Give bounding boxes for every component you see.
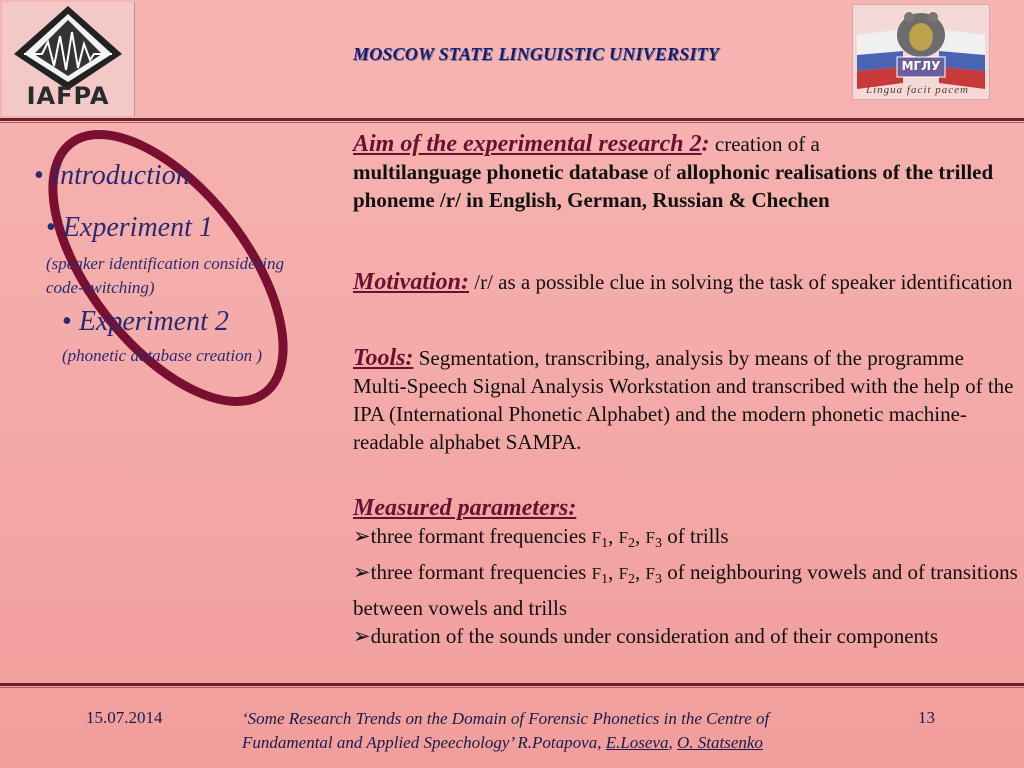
university-motto: Lingua facit pacem xyxy=(866,84,969,96)
footer-title-text: ‘Some Research Trends on the Domain of Forensic Phonetics in the Centre of Fundamental and Applied Speechology’ R.Potapova, xyxy=(242,709,770,752)
page-number: 13 xyxy=(918,708,935,727)
aim-bold-1: multilanguage phonetic database xyxy=(353,160,649,184)
list-item-text: three formant frequencies xyxy=(370,524,592,548)
nav-experiment-1[interactable] xyxy=(46,212,213,244)
tools-section xyxy=(353,344,1018,456)
measured-heading: Measured parameters: xyxy=(353,495,577,521)
iafpa-logo-icon xyxy=(2,2,134,92)
aim-text-1: creation of a xyxy=(714,132,820,156)
footer-separator: , xyxy=(668,733,677,752)
footer-date: 15.07.2014 xyxy=(86,708,163,727)
formant-subscript: 3 xyxy=(655,572,662,587)
footer-rule-thin xyxy=(0,687,1024,688)
university-title: MOSCOW STATE LINGUISTIC UNIVERSITY xyxy=(353,44,720,64)
aim-section xyxy=(353,130,1018,214)
list-item-text: duration of the sounds under consideration and of their components xyxy=(370,624,939,648)
formant-label: F xyxy=(618,528,629,547)
iafpa-logo xyxy=(2,2,135,116)
iafpa-label: IAFPA xyxy=(26,82,110,110)
list-item: ➢three formant frequencies $F_1$, $F_2$, $F_3$ of trills xyxy=(353,524,729,551)
aim-heading: Aim of the experimental research 2 xyxy=(353,131,702,157)
nav-experiment-1-label: Experiment 1 xyxy=(62,212,213,243)
formant-subscript: 2 xyxy=(628,536,636,551)
list-item-text: of neighbouring vowels and of transitions between vowels and trills xyxy=(353,560,1018,620)
footer-author-statsenko[interactable]: O. Statsenko xyxy=(677,733,763,752)
nav-introduction-label: Introduction xyxy=(50,160,190,191)
measured-section xyxy=(353,494,1018,650)
formant-label: F xyxy=(618,564,629,583)
formant-subscript: 1 xyxy=(601,572,609,587)
nav-experiment-1-subtitle: (speaker identification considering code-switching) xyxy=(46,254,284,297)
tools-text: Segmentation, transcribing, analysis by means of the programme Multi-Speech Signal Analysis Workstation and transcribed with the help of the IPA (International Phonetic Alphabet) and the modern phonetic machine-readable alphabet SAMPA. xyxy=(353,346,1014,454)
list-item-text: three formant frequencies xyxy=(370,560,592,584)
mglu-label: МГЛУ xyxy=(901,59,941,73)
footer-author-loseva[interactable]: E.Loseva xyxy=(605,733,669,752)
list-item-text: of trills xyxy=(662,524,729,548)
formant-subscript: 1 xyxy=(601,536,609,551)
bullet-icon: • xyxy=(34,160,44,191)
aim-text-2: of xyxy=(648,160,677,184)
formant-subscript: 3 xyxy=(655,536,662,551)
bullet-icon: • xyxy=(46,212,56,243)
list-item xyxy=(353,622,1018,650)
motivation-section xyxy=(353,268,1018,296)
formant-subscript: 2 xyxy=(628,572,636,587)
footer-title xyxy=(242,707,862,755)
nav-experiment-2[interactable] xyxy=(62,306,229,338)
list-item: ➢three formant frequencies $F_1$, $F_2$, $F_3$ of neighbouring vowels and of transitions between vowels and trills xyxy=(353,560,1018,620)
nav-introduction[interactable] xyxy=(34,160,190,192)
aim-colon: : xyxy=(701,131,710,157)
arrow-bullet-icon: ➢ xyxy=(353,524,371,548)
arrow-bullet-icon: ➢ xyxy=(353,624,371,648)
bullet-icon: • xyxy=(62,306,72,337)
formant-label: F xyxy=(645,564,655,583)
motivation-heading: Motivation: xyxy=(353,269,470,295)
motivation-text: /r/ as a possible clue in solving the task of speaker identification xyxy=(469,270,1013,294)
formant-label: F xyxy=(591,564,602,583)
arrow-bullet-icon: ➢ xyxy=(353,560,371,584)
nav-experiment-2-label: Experiment 2 xyxy=(78,306,229,337)
nav-experiment-2-subtitle: (phonetic database creation ) xyxy=(62,346,263,365)
footer-rule xyxy=(0,683,1024,686)
formant-label: F xyxy=(645,528,655,547)
tools-heading: Tools: xyxy=(353,345,414,371)
formant-label: F xyxy=(591,528,602,547)
aim-bold-2: allophonic realisations of the trilled phoneme /r/ in English, German, Russian & Chechen xyxy=(353,160,994,212)
